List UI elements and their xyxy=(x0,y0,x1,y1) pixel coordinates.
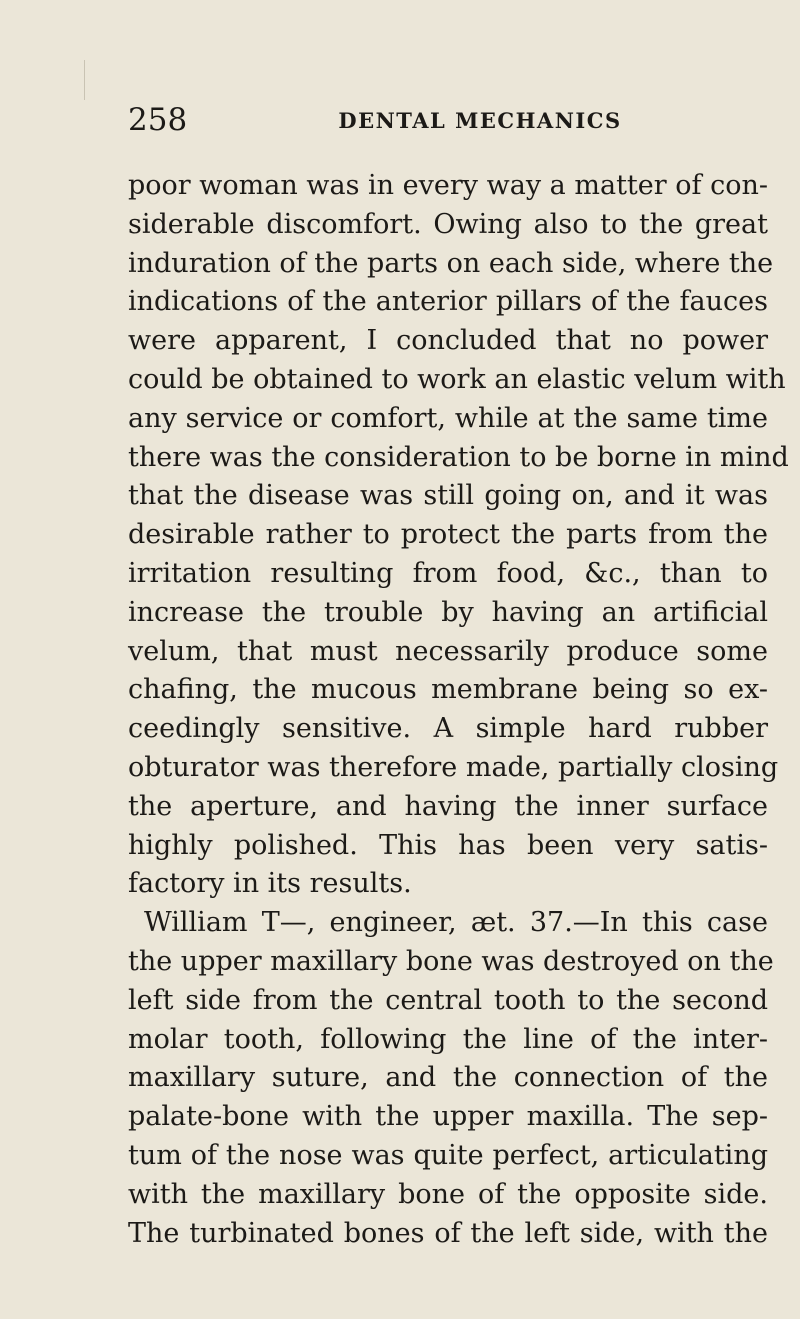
text-line: left side from the central tooth to the second xyxy=(128,984,768,1016)
text-line: velum, that must necessarily produce some xyxy=(128,635,768,667)
body-text xyxy=(128,167,789,1253)
text-line: factory in its results. xyxy=(128,868,412,900)
text-line: highly polished. This has been very satis- xyxy=(128,829,768,861)
page-number: 258 xyxy=(128,102,188,138)
text-line: ceedingly sensitive. A simple hard rubber xyxy=(128,713,768,745)
text-line: induration of the parts on each side, where the xyxy=(128,247,774,279)
text-line: poor woman was in every way a matter of con- xyxy=(128,170,768,201)
scan-artifact xyxy=(84,60,85,100)
text-line: tum of the nose was quite perfect, articulating xyxy=(128,1139,768,1171)
text-line: were apparent, I concluded that no power xyxy=(128,325,768,357)
text-line: that the disease was still going on, and it was xyxy=(128,480,768,512)
text-line: maxillary suture, and the connection of the xyxy=(128,1062,768,1094)
text-line: desirable rather to protect the parts from the xyxy=(128,519,768,551)
text-line: palate-bone with the upper maxilla. The sep- xyxy=(128,1101,768,1133)
running-title: DENTAL MECHANICS xyxy=(338,108,622,133)
text-line: the aperture, and having the inner surface xyxy=(128,790,768,822)
text-line: there was the consideration to be borne in mind xyxy=(128,441,789,473)
text-line: could be obtained to work an elastic velum with xyxy=(128,363,786,395)
text-line: the upper maxillary bone was destroyed on the xyxy=(128,945,774,977)
text-line: The turbinated bones of the left side, with the xyxy=(128,1217,768,1249)
text-line: any service or comfort, while at the same time xyxy=(128,402,768,434)
text-line: indications of the anterior pillars of the fauces xyxy=(128,286,768,318)
text-line: increase the trouble by having an artificial xyxy=(128,596,768,628)
text-line: chafing, the mucous membrane being so ex- xyxy=(128,674,768,706)
page-header xyxy=(128,100,768,140)
text-line: with the maxillary bone of the opposite side. xyxy=(128,1178,768,1210)
text-line: siderable discomfort. Owing also to the great xyxy=(128,208,768,240)
text-line: obturator was therefore made, partially closing xyxy=(128,751,779,783)
text-line: molar tooth, following the line of the inter- xyxy=(128,1023,768,1055)
text-line: William T—, engineer, æt. 37.—In this case xyxy=(144,907,768,939)
text-line: irritation resulting from food, &c., than to xyxy=(128,557,768,589)
